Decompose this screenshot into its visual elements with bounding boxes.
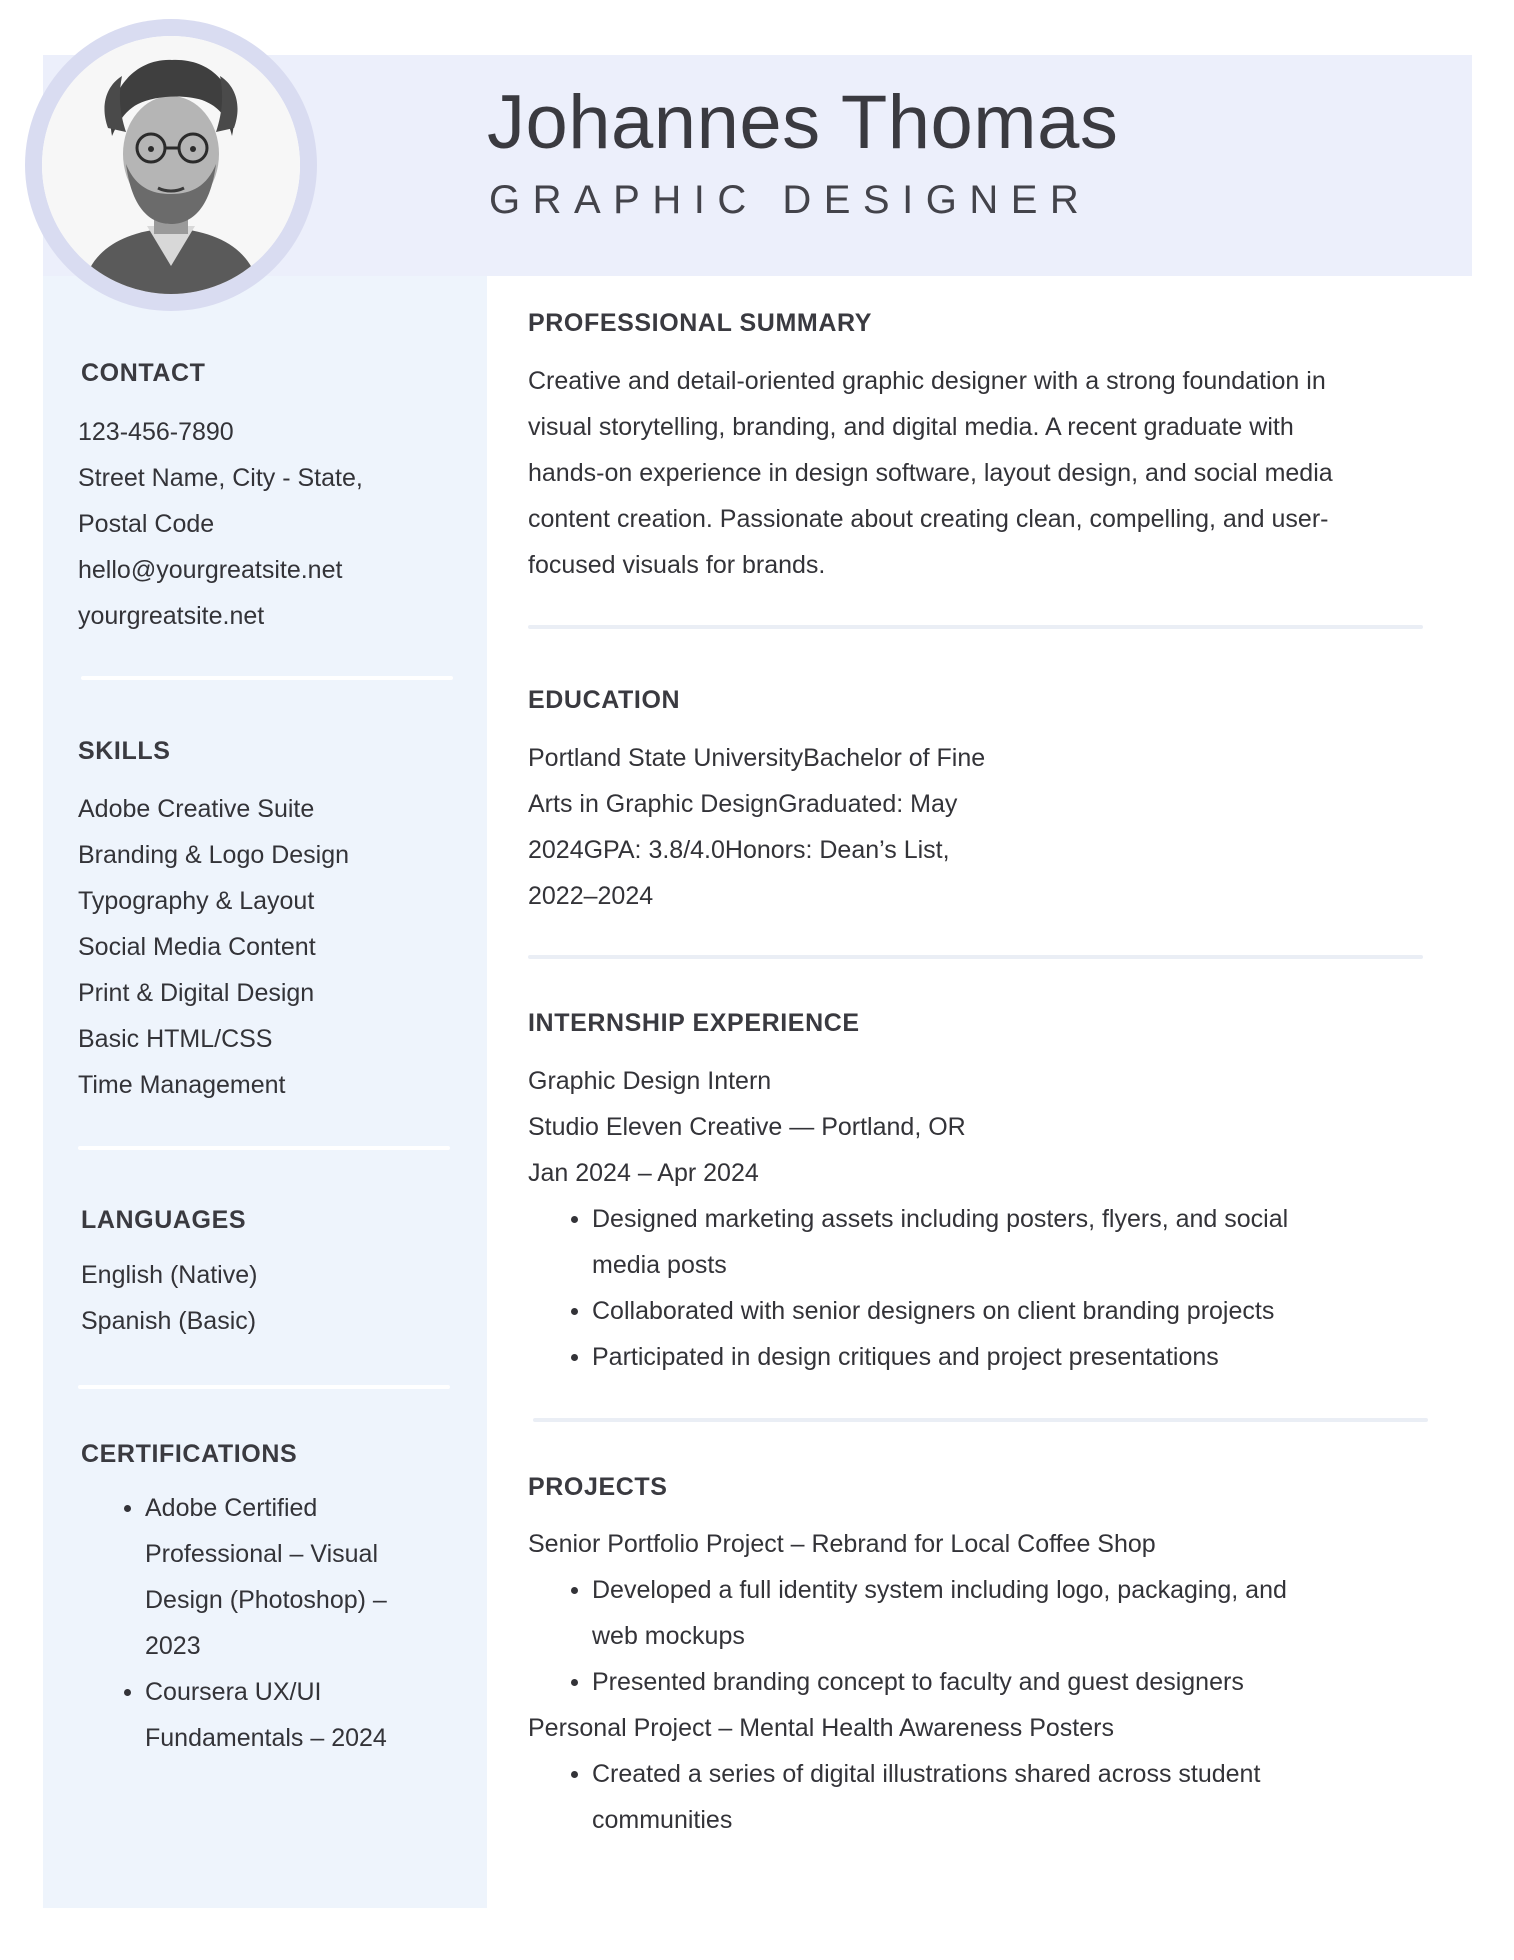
- bullet-line: media posts: [592, 1251, 727, 1279]
- contact-website[interactable]: yourgreatsite.net: [78, 602, 265, 630]
- language-item: Spanish (Basic): [81, 1307, 257, 1335]
- certification-line: Fundamentals – 2024: [145, 1724, 387, 1752]
- language-item: English (Native): [81, 1261, 258, 1289]
- summary-line: visual storytelling, branding, and digital media. A recent graduate with: [528, 413, 1294, 441]
- bullet-line: Collaborated with senior designers on client branding projects: [592, 1297, 1275, 1325]
- internship-company: Studio Eleven Creative — Portland, OR: [528, 1113, 966, 1141]
- summary-line: hands-on experience in design software, layout design, and social media: [528, 459, 1333, 487]
- education-line: Arts in Graphic DesignGraduated: May: [528, 790, 958, 818]
- skill-item: Print & Digital Design: [78, 979, 315, 1007]
- skill-item: Social Media Content: [78, 933, 316, 961]
- project-title: Personal Project – Mental Health Awareness Posters: [528, 1714, 1114, 1742]
- bullet-line: communities: [592, 1806, 733, 1834]
- certifications-list: [81, 1485, 387, 1761]
- certification-item: [81, 1485, 387, 1669]
- bullet-line: Presented branding concept to faculty and guest designers: [592, 1668, 1244, 1696]
- section-divider: [528, 625, 1423, 629]
- internship-bullet: [528, 1196, 1288, 1288]
- internship-details: [528, 1058, 1288, 1380]
- certification-line: Design (Photoshop) –: [145, 1586, 387, 1614]
- certification-line: 2023: [145, 1632, 201, 1660]
- education-line: Portland State UniversityBachelor of Fine: [528, 744, 986, 772]
- project-bullet: [528, 1659, 1287, 1705]
- bullet-line: Designed marketing assets including posters, flyers, and social: [592, 1205, 1289, 1233]
- skills-heading: SKILLS: [78, 737, 171, 765]
- certification-item: [81, 1669, 387, 1761]
- contact-phone: 123-456-7890: [78, 418, 234, 446]
- bullet-line: Created a series of digital illustrations shared across student: [592, 1760, 1261, 1788]
- project-title: Senior Portfolio Project – Rebrand for Local Coffee Shop: [528, 1530, 1156, 1558]
- internship-role: Graphic Design Intern: [528, 1067, 772, 1095]
- education-line: 2024GPA: 3.8/4.0Honors: Dean’s List,: [528, 836, 950, 864]
- projects-heading: PROJECTS: [528, 1473, 668, 1501]
- bullet-line: Participated in design critiques and project presentations: [592, 1343, 1219, 1371]
- internship-bullet: [528, 1288, 1288, 1334]
- languages-list: [81, 1252, 257, 1344]
- project-bullet: [528, 1567, 1287, 1659]
- skill-item: Typography & Layout: [78, 887, 315, 915]
- summary-heading: PROFESSIONAL SUMMARY: [528, 309, 872, 337]
- skill-item: Basic HTML/CSS: [78, 1025, 273, 1053]
- portrait-image: [42, 36, 300, 294]
- summary-line: focused visuals for brands.: [528, 551, 826, 579]
- summary-line: content creation. Passionate about creating clean, compelling, and user-: [528, 505, 1329, 533]
- section-divider: [528, 955, 1423, 959]
- summary-line: Creative and detail-oriented graphic designer with a strong foundation in: [528, 367, 1326, 395]
- bullet-line: Developed a full identity system including logo, packaging, and: [592, 1576, 1287, 1604]
- contact-heading: CONTACT: [81, 359, 206, 387]
- summary-text: [528, 358, 1333, 588]
- education-heading: EDUCATION: [528, 686, 681, 714]
- skill-item: Adobe Creative Suite: [78, 795, 315, 823]
- section-divider: [533, 1418, 1428, 1422]
- education-line: 2022–2024: [528, 882, 654, 910]
- sidebar-divider: [81, 676, 453, 680]
- skill-item: Branding & Logo Design: [78, 841, 350, 869]
- languages-heading: LANGUAGES: [81, 1206, 247, 1234]
- projects-details: [528, 1521, 1287, 1843]
- sidebar-divider: [78, 1146, 450, 1150]
- profile-photo: [42, 36, 300, 294]
- internship-heading: INTERNSHIP EXPERIENCE: [528, 1009, 860, 1037]
- candidate-title: GRAPHIC DESIGNER: [489, 178, 1092, 222]
- certifications-heading: CERTIFICATIONS: [81, 1440, 298, 1468]
- profile-photo-frame: [25, 19, 317, 311]
- certification-line: Coursera UX/UI: [145, 1678, 322, 1706]
- candidate-name: Johannes Thomas: [487, 80, 1119, 165]
- sidebar-divider: [78, 1385, 450, 1389]
- bullet-line: web mockups: [592, 1622, 745, 1650]
- certification-line: Professional – Visual: [145, 1540, 379, 1568]
- contact-email[interactable]: hello@yourgreatsite.net: [78, 556, 343, 584]
- contact-address-line1: Street Name, City - State,: [78, 464, 363, 492]
- certification-line: Adobe Certified: [145, 1494, 318, 1522]
- project-bullet: [528, 1751, 1287, 1843]
- education-text: [528, 735, 985, 919]
- internship-dates: Jan 2024 – Apr 2024: [528, 1159, 759, 1187]
- internship-bullet: [528, 1334, 1288, 1380]
- skills-list: [78, 786, 349, 1108]
- contact-block: [78, 409, 363, 639]
- skill-item: Time Management: [78, 1071, 286, 1099]
- contact-address-line2: Postal Code: [78, 510, 215, 538]
